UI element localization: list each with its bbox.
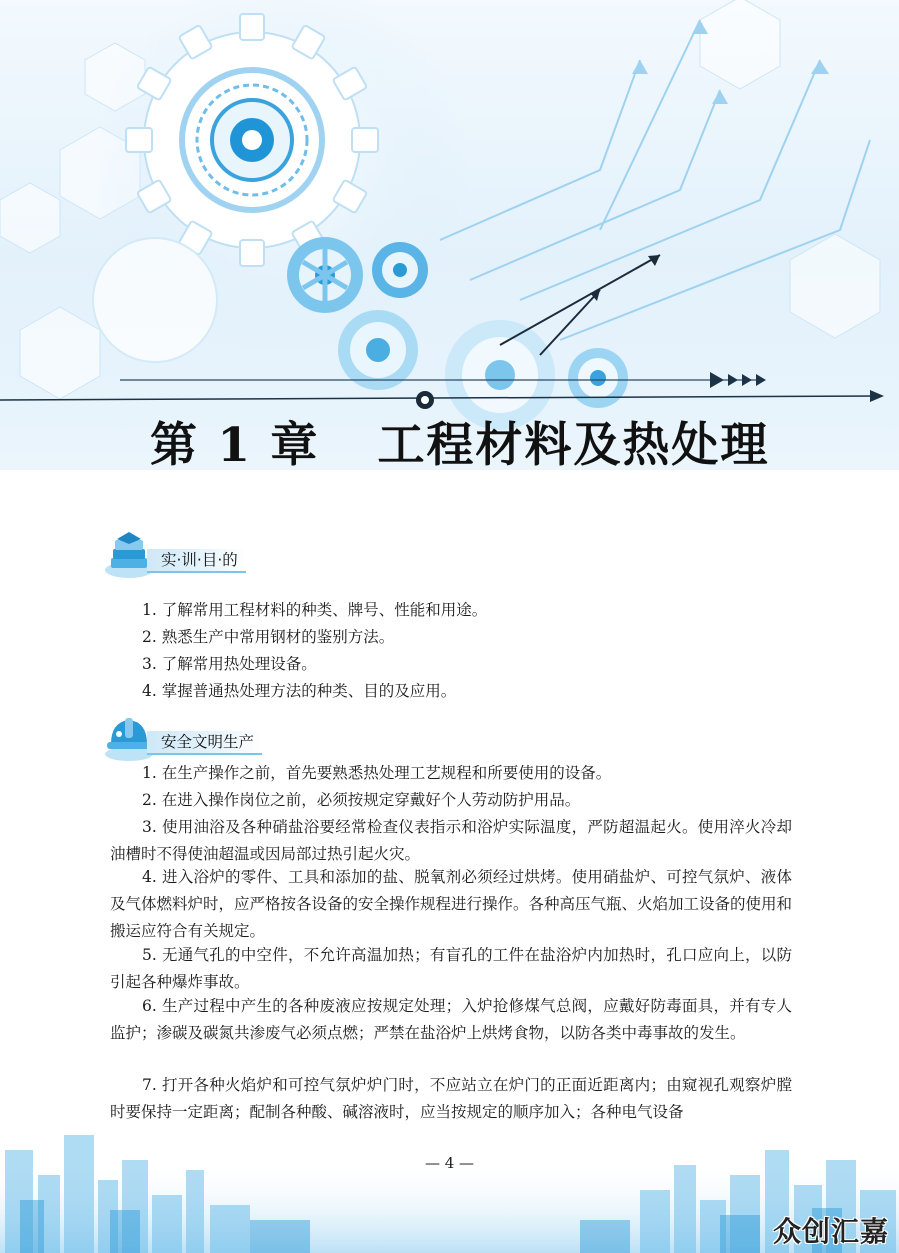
list-item: 1. 了解常用工程材料的种类、牌号、性能和用途。 (142, 601, 488, 619)
training-goals-heading (103, 530, 303, 576)
gears-tech-illustration (0, 0, 899, 470)
list-item: 4. 掌握普通热处理方法的种类、目的及应用。 (142, 682, 457, 700)
safety-label: 安全文明生产 (147, 731, 262, 755)
safety-heading (103, 712, 303, 758)
list-item: 2. 熟悉生产中常用钢材的鉴别方法。 (142, 628, 395, 646)
training-goals-label: 实·训·目·的 (147, 549, 246, 573)
paragraph: 4. 进入浴炉的零件、工具和添加的盐、脱氧剂必须经过烘烤。使用硝盐炉、可控气氛炉、液体及气体燃料炉时，应严格按各设备的安全操作规程进行操作。各种高压气瓶、火焰加工设备的使用和搬运应符合有关规定。 (110, 868, 793, 940)
gear-icon (338, 310, 418, 390)
paragraph: 7. 打开各种火焰炉和可控气氛炉炉门时，不应站立在炉门的正面近距离内；由窥视孔观察炉膛时要保持一定距离；配制各种酸、碱溶液时，应当按规定的顺序加入；各种电气设备 (110, 1076, 792, 1121)
small-gear-icon (372, 242, 428, 298)
list-item: 3. 了解常用热处理设备。 (142, 655, 317, 673)
chapter-banner (0, 0, 899, 470)
chapter-number: 第 1 章 (150, 418, 320, 473)
page-number: — 4 — (424, 1154, 475, 1172)
paragraph: 1. 在生产操作之前，首先要熟悉热处理工艺规程和所要使用的设备。 (142, 764, 612, 782)
gear-icon (445, 320, 555, 430)
paragraph: 6. 生产过程中产生的各种废液应按规定处理；入炉抢修煤气总阀，应戴好防毒面具，并有专人监护；渗碳及碳氮共渗废气必须点燃；严禁在盐浴炉上烘烤食物，以防各类中毒事故的发生。 (110, 997, 792, 1042)
watermark-logo: 众创汇嘉 (772, 1215, 889, 1248)
gear-icon (568, 348, 628, 408)
chapter-name: 工程材料及热处理 (377, 418, 770, 473)
chapter-title (150, 418, 769, 474)
paragraph: 2. 在进入操作岗位之前，必须按规定穿戴好个人劳动防护用品。 (142, 791, 581, 809)
paragraph: 5. 无通气孔的中空件，不允许高温加热；有盲孔的工件在盐浴炉内加热时，孔口应向上，以防引起各种爆炸事故。 (110, 946, 792, 991)
paragraph: 3. 使用油浴及各种硝盐浴要经常检查仪表指示和浴炉实际温度，严防超温起火。使用淬火冷却油槽时不得使油超温或因局部过热引起火灾。 (110, 818, 792, 863)
medium-gear-icon (287, 237, 363, 313)
city-skyline-illustration (0, 1120, 899, 1253)
